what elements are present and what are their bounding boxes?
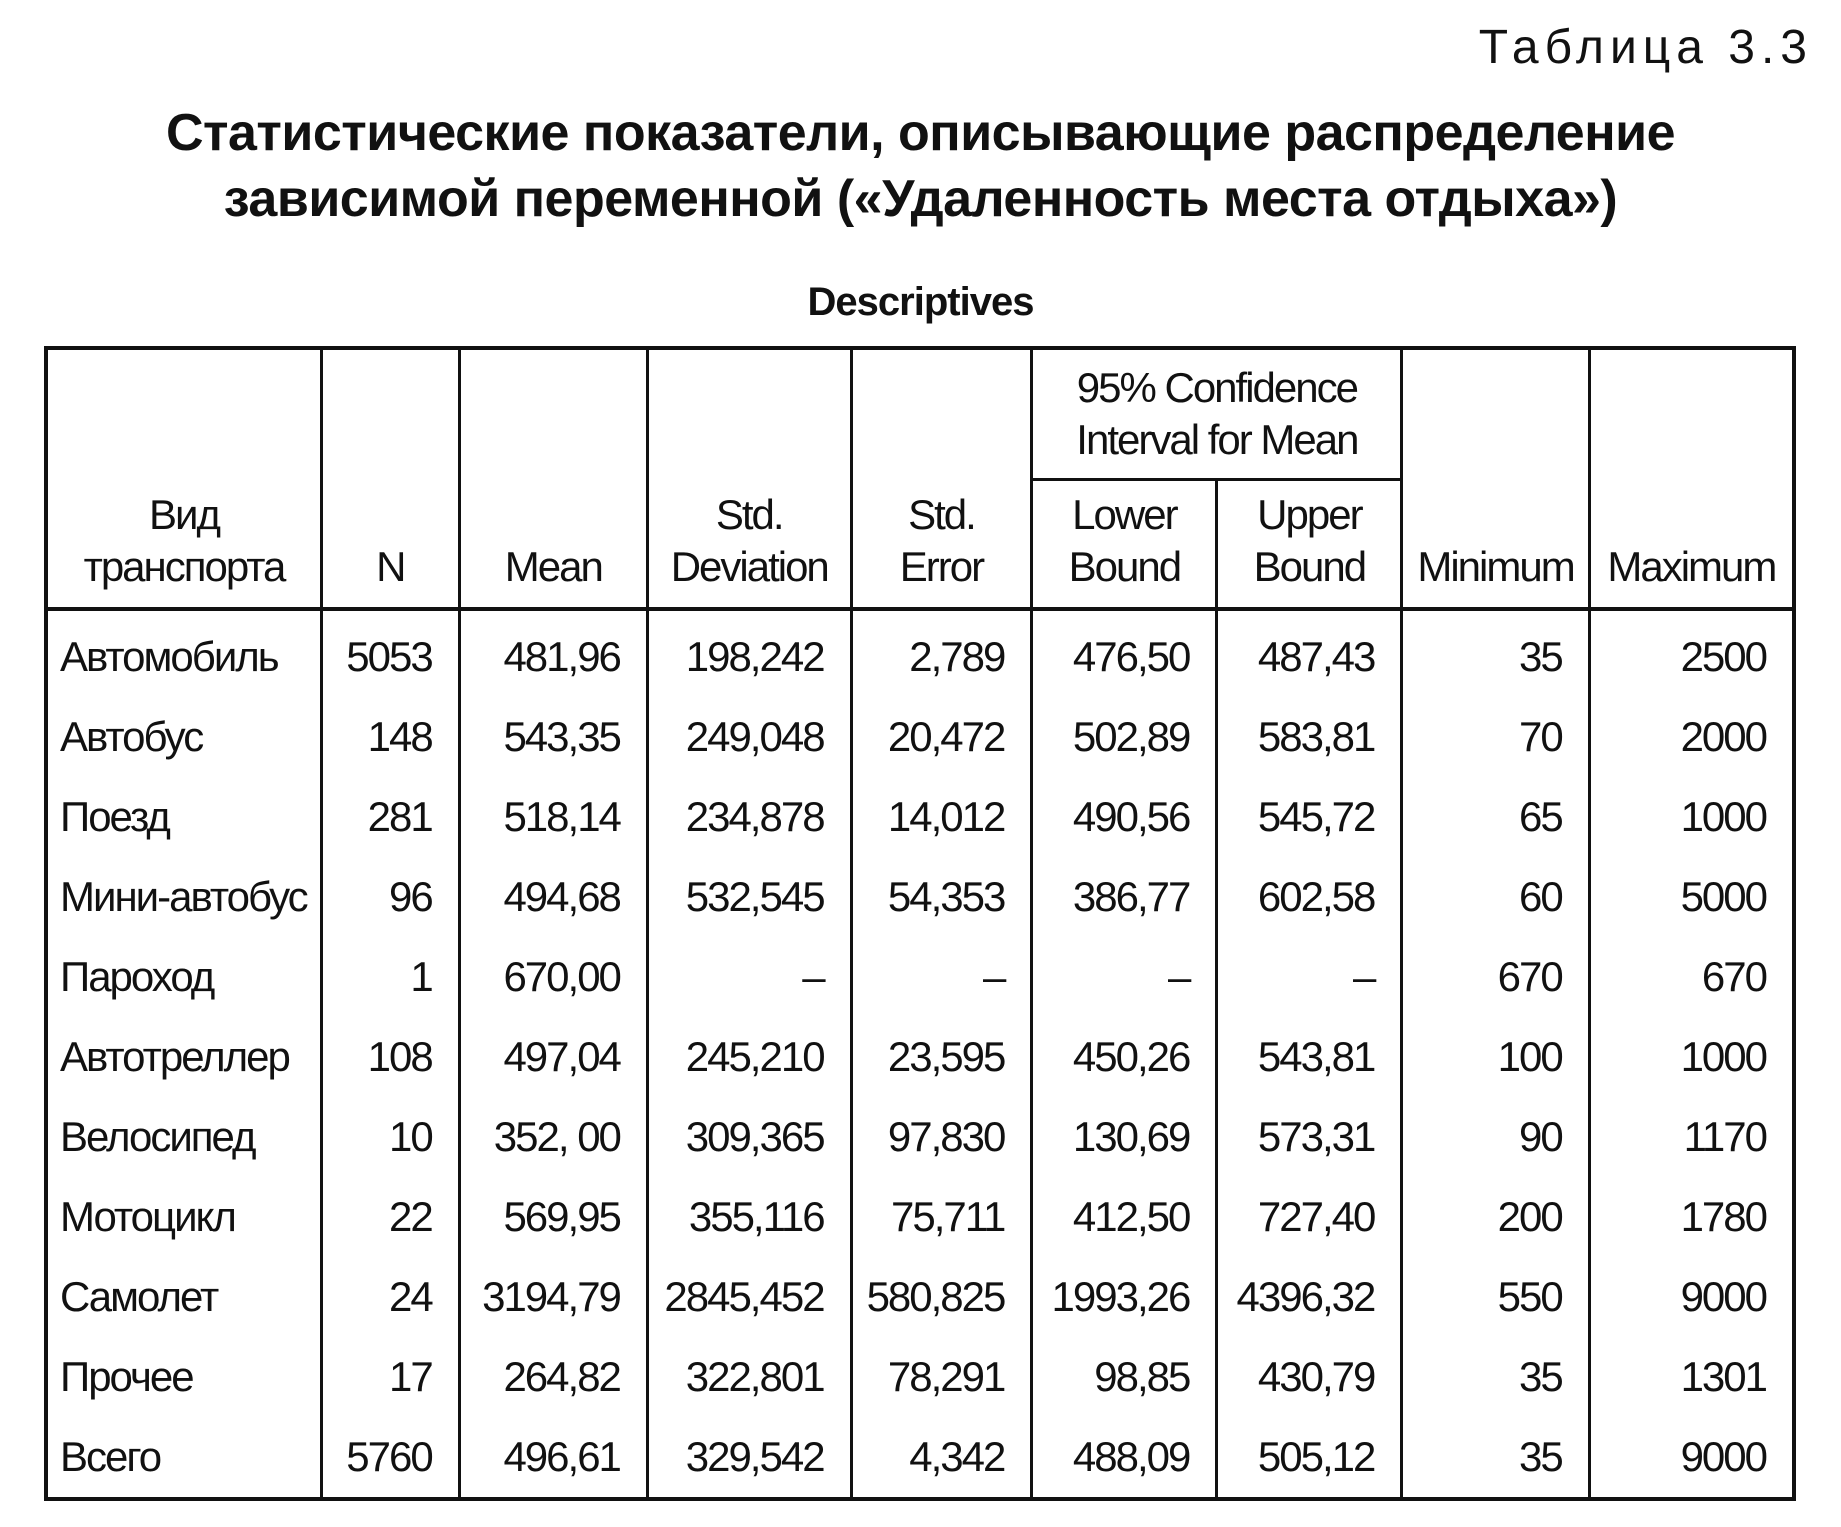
cell-std-deviation: – bbox=[647, 937, 851, 1017]
col-header-minimum: Minimum bbox=[1402, 348, 1589, 609]
table-row bbox=[46, 937, 1794, 1017]
cell-n: 22 bbox=[321, 1177, 459, 1257]
cell-mean: 497,04 bbox=[459, 1017, 647, 1097]
cell-maximum: 1780 bbox=[1589, 1177, 1794, 1257]
cell-minimum: 35 bbox=[1402, 1417, 1589, 1499]
cell-lower-bound: 130,69 bbox=[1032, 1097, 1217, 1177]
col-header-upper-bound: Upper Bound bbox=[1217, 480, 1402, 610]
cell-mean: 481,96 bbox=[459, 609, 647, 697]
cell-n: 17 bbox=[321, 1337, 459, 1417]
cell-upper-bound: 543,81 bbox=[1217, 1017, 1402, 1097]
cell-lower-bound: 476,50 bbox=[1032, 609, 1217, 697]
cell-lower-bound: 488,09 bbox=[1032, 1417, 1217, 1499]
cell-std-deviation: 355,116 bbox=[647, 1177, 851, 1257]
cell-minimum: 100 bbox=[1402, 1017, 1589, 1097]
cell-mean: 264,82 bbox=[459, 1337, 647, 1417]
cell-minimum: 670 bbox=[1402, 937, 1589, 1017]
cell-minimum: 60 bbox=[1402, 857, 1589, 937]
row-label: Автомобиль bbox=[46, 609, 321, 697]
cell-maximum: 1301 bbox=[1589, 1337, 1794, 1417]
cell-n: 24 bbox=[321, 1257, 459, 1337]
cell-mean: 494,68 bbox=[459, 857, 647, 937]
cell-std-deviation: 198,242 bbox=[647, 609, 851, 697]
table-body bbox=[46, 609, 1794, 1499]
cell-std-error: 97,830 bbox=[851, 1097, 1032, 1177]
row-label: Поезд bbox=[46, 777, 321, 857]
cell-minimum: 90 bbox=[1402, 1097, 1589, 1177]
cell-maximum: 670 bbox=[1589, 937, 1794, 1017]
cell-lower-bound: 412,50 bbox=[1032, 1177, 1217, 1257]
table-row bbox=[46, 777, 1794, 857]
col-header-lower-bound: Lower Bound bbox=[1032, 480, 1217, 610]
descriptives-table bbox=[44, 346, 1796, 1501]
cell-maximum: 1000 bbox=[1589, 1017, 1794, 1097]
cell-upper-bound: 487,43 bbox=[1217, 609, 1402, 697]
row-label: Всего bbox=[46, 1417, 321, 1499]
cell-std-error: 14,012 bbox=[851, 777, 1032, 857]
cell-std-deviation: 329,542 bbox=[647, 1417, 851, 1499]
cell-lower-bound: 1993,26 bbox=[1032, 1257, 1217, 1337]
cell-std-error: 4,342 bbox=[851, 1417, 1032, 1499]
cell-minimum: 35 bbox=[1402, 1337, 1589, 1417]
row-label: Самолет bbox=[46, 1257, 321, 1337]
col-header-maximum: Maximum bbox=[1589, 348, 1794, 609]
table-row bbox=[46, 697, 1794, 777]
row-label: Пароход bbox=[46, 937, 321, 1017]
cell-minimum: 70 bbox=[1402, 697, 1589, 777]
cell-mean: 496,61 bbox=[459, 1417, 647, 1499]
row-label: Мини-автобус bbox=[46, 857, 321, 937]
cell-maximum: 2500 bbox=[1589, 609, 1794, 697]
cell-maximum: 9000 bbox=[1589, 1417, 1794, 1499]
table-row bbox=[46, 1257, 1794, 1337]
cell-mean: 543,35 bbox=[459, 697, 647, 777]
table-row bbox=[46, 1097, 1794, 1177]
row-label: Автобус bbox=[46, 697, 321, 777]
row-label: Велосипед bbox=[46, 1097, 321, 1177]
cell-n: 96 bbox=[321, 857, 459, 937]
cell-std-deviation: 309,365 bbox=[647, 1097, 851, 1177]
cell-std-error: 54,353 bbox=[851, 857, 1032, 937]
table-row bbox=[46, 1337, 1794, 1417]
cell-std-deviation: 2845,452 bbox=[647, 1257, 851, 1337]
cell-std-error: 75,711 bbox=[851, 1177, 1032, 1257]
table-row bbox=[46, 1417, 1794, 1499]
cell-std-error: 20,472 bbox=[851, 697, 1032, 777]
cell-maximum: 2000 bbox=[1589, 697, 1794, 777]
cell-upper-bound: 505,12 bbox=[1217, 1417, 1402, 1499]
page-title bbox=[0, 100, 1841, 232]
table-caption: Descriptives bbox=[807, 280, 1034, 324]
header-row-1 bbox=[46, 348, 1794, 480]
cell-std-error: 78,291 bbox=[851, 1337, 1032, 1417]
cell-lower-bound: 490,56 bbox=[1032, 777, 1217, 857]
title-line-1: Статистические показатели, описывающие распределение bbox=[165, 104, 1675, 162]
row-label: Мотоцикл bbox=[46, 1177, 321, 1257]
table-row bbox=[46, 1177, 1794, 1257]
cell-upper-bound: 573,31 bbox=[1217, 1097, 1402, 1177]
col-header-n: N bbox=[321, 348, 459, 609]
cell-lower-bound: – bbox=[1032, 937, 1217, 1017]
col-header-confidence-interval: 95% Confidence Interval for Mean bbox=[1032, 348, 1402, 480]
table-row bbox=[46, 857, 1794, 937]
cell-mean: 352, 00 bbox=[459, 1097, 647, 1177]
col-header-std-deviation: Std. Deviation bbox=[647, 348, 851, 609]
cell-upper-bound: 4396,32 bbox=[1217, 1257, 1402, 1337]
col-header-mean: Mean bbox=[459, 348, 647, 609]
cell-lower-bound: 386,77 bbox=[1032, 857, 1217, 937]
cell-mean: 670,00 bbox=[459, 937, 647, 1017]
row-label: Прочее bbox=[46, 1337, 321, 1417]
cell-lower-bound: 502,89 bbox=[1032, 697, 1217, 777]
cell-minimum: 65 bbox=[1402, 777, 1589, 857]
cell-upper-bound: 583,81 bbox=[1217, 697, 1402, 777]
cell-lower-bound: 450,26 bbox=[1032, 1017, 1217, 1097]
cell-upper-bound: 430,79 bbox=[1217, 1337, 1402, 1417]
cell-minimum: 35 bbox=[1402, 609, 1589, 697]
cell-upper-bound: 545,72 bbox=[1217, 777, 1402, 857]
cell-maximum: 5000 bbox=[1589, 857, 1794, 937]
cell-mean: 569,95 bbox=[459, 1177, 647, 1257]
cell-n: 281 bbox=[321, 777, 459, 857]
cell-upper-bound: 602,58 bbox=[1217, 857, 1402, 937]
cell-minimum: 200 bbox=[1402, 1177, 1589, 1257]
cell-mean: 518,14 bbox=[459, 777, 647, 857]
col-header-std-error: Std. Error bbox=[851, 348, 1032, 609]
row-label: Автотреллер bbox=[46, 1017, 321, 1097]
cell-n: 5053 bbox=[321, 609, 459, 697]
table-number: Таблица 3.3 bbox=[1478, 21, 1813, 74]
cell-n: 148 bbox=[321, 697, 459, 777]
cell-lower-bound: 98,85 bbox=[1032, 1337, 1217, 1417]
table-row bbox=[46, 609, 1794, 697]
cell-upper-bound: – bbox=[1217, 937, 1402, 1017]
cell-maximum: 1170 bbox=[1589, 1097, 1794, 1177]
cell-std-error: 580,825 bbox=[851, 1257, 1032, 1337]
cell-std-deviation: 532,545 bbox=[647, 857, 851, 937]
cell-std-deviation: 234,878 bbox=[647, 777, 851, 857]
cell-std-deviation: 245,210 bbox=[647, 1017, 851, 1097]
cell-maximum: 9000 bbox=[1589, 1257, 1794, 1337]
cell-n: 108 bbox=[321, 1017, 459, 1097]
cell-std-error: 23,595 bbox=[851, 1017, 1032, 1097]
cell-std-deviation: 249,048 bbox=[647, 697, 851, 777]
cell-n: 1 bbox=[321, 937, 459, 1017]
cell-maximum: 1000 bbox=[1589, 777, 1794, 857]
cell-std-error: 2,789 bbox=[851, 609, 1032, 697]
title-line-2: зависимой переменной («Удаленность места отдыха») bbox=[223, 170, 1618, 228]
cell-n: 5760 bbox=[321, 1417, 459, 1499]
table-row bbox=[46, 1017, 1794, 1097]
cell-mean: 3194,79 bbox=[459, 1257, 647, 1337]
cell-minimum: 550 bbox=[1402, 1257, 1589, 1337]
cell-n: 10 bbox=[321, 1097, 459, 1177]
col-header-category: Вид транспорта bbox=[46, 348, 321, 609]
cell-upper-bound: 727,40 bbox=[1217, 1177, 1402, 1257]
cell-std-error: – bbox=[851, 937, 1032, 1017]
cell-std-deviation: 322,801 bbox=[647, 1337, 851, 1417]
